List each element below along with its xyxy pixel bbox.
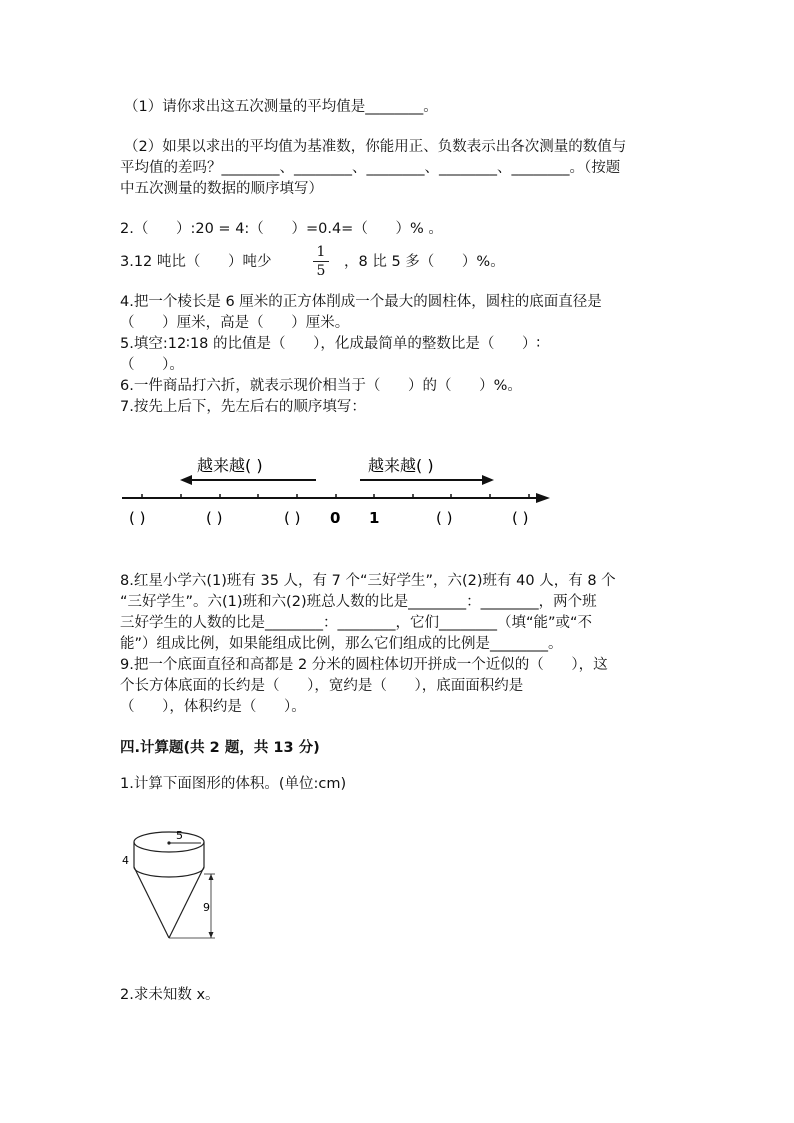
number-line-figure xyxy=(0,445,794,555)
calc1-question: 1.计算下面图形的体积。(单位:cm) xyxy=(120,776,347,792)
cone-height-arrow-top xyxy=(209,874,214,880)
cone-right-side xyxy=(169,867,204,938)
q5-line1: 5.填空:12∶18 的比值是（ ），化成最简单的整数比是（ ）∶ xyxy=(120,336,541,352)
cylinder-height-label: 4 xyxy=(122,854,129,867)
cone-height-arrow-bottom xyxy=(209,932,214,938)
right-arrow-label: 越来越( ) xyxy=(368,456,434,475)
q4-line1: 4.把一个棱长是 6 厘米的正方体削成一个最大的圆柱体，圆柱的底面直径是 xyxy=(120,294,602,310)
q3-part1: 3.12 吨比（ ）吨少 xyxy=(120,254,272,270)
q1-difference-question-line1: （2）如果以求出的平均值为基准数，你能用正、负数表示出各次测量的数值与 xyxy=(124,139,627,155)
cone-height-label: 9 xyxy=(203,901,210,914)
axis-blank: ( ) xyxy=(129,509,146,527)
axis-zero-label: 0 xyxy=(330,509,341,527)
cylinder-bottom-arc xyxy=(134,867,204,877)
q3-fraction-numerator: 1 xyxy=(316,244,326,260)
q3-part2: ，8 比 5 多（ ）%。 xyxy=(344,254,505,270)
axis-blank: ( ) xyxy=(436,509,453,527)
number-axis-arrowhead xyxy=(536,493,550,503)
q9-line1: 9.把一个底面直径和高都是 2 分米的圆柱体切开拼成一个近似的（ ），这 xyxy=(120,657,608,673)
cone-left-side xyxy=(134,867,169,938)
q5-line2: （ ）。 xyxy=(120,357,184,373)
q1-difference-question-line3: 中五次测量的数据的顺序填写） xyxy=(120,181,323,197)
radius-label: 5 xyxy=(176,829,183,842)
axis-blank: ( ) xyxy=(206,509,223,527)
q4-line2: （ ）厘米，高是（ ）厘米。 xyxy=(120,315,350,331)
axis-one-label: 1 xyxy=(369,509,380,527)
calc2-question: 2.求未知数 x。 xyxy=(120,987,220,1003)
right-arrowhead xyxy=(482,475,494,485)
q3-fraction-bar xyxy=(313,261,329,262)
q7-question: 7.按先上后下，先左后右的顺序填写： xyxy=(120,399,366,415)
q9-line3: （ ），体积约是（ ）。 xyxy=(120,699,306,715)
left-arrowhead xyxy=(180,475,192,485)
q3-fraction xyxy=(313,244,329,279)
cylinder-cone-figure xyxy=(115,822,245,952)
q1-difference-question-line2: 平均值的差吗？________、________、________、________、________。（按题 xyxy=(120,160,621,176)
q2-ratio-blanks: 2.（ ）:20 = 4:（ ）=0.4=（ ）% 。 xyxy=(120,221,443,237)
q8-line1: 8.红星小学六(1)班有 35 人，有 7 个“三好学生”，六(2)班有 40 人，有 8 个 xyxy=(120,573,616,589)
q6-question: 6.一件商品打六折，就表示现价相当于（ ）的（ ）%。 xyxy=(120,378,522,394)
axis-blank: ( ) xyxy=(284,509,301,527)
q3-fraction-denominator: 5 xyxy=(316,263,326,279)
axis-blank: ( ) xyxy=(512,509,529,527)
section4-heading: 四.计算题(共 2 题，共 13 分) xyxy=(120,740,320,756)
q8-line2: “三好学生”。六(1)班和六(2)班总人数的比是________：________，两个班 xyxy=(120,594,597,610)
q1-average-question: （1）请你求出这五次测量的平均值是________。 xyxy=(124,99,438,115)
q8-line4: 能”）组成比例，如果能组成比例，那么它们组成的比例是________。 xyxy=(120,636,563,652)
q9-line2: 个长方体底面的长约是（ ），宽约是（ ），底面面积约是 xyxy=(120,678,524,694)
q8-line3: 三好学生的人数的比是________：________，它们________（填“能”或“不 xyxy=(120,615,593,631)
left-arrow-label: 越来越( ) xyxy=(197,456,263,475)
